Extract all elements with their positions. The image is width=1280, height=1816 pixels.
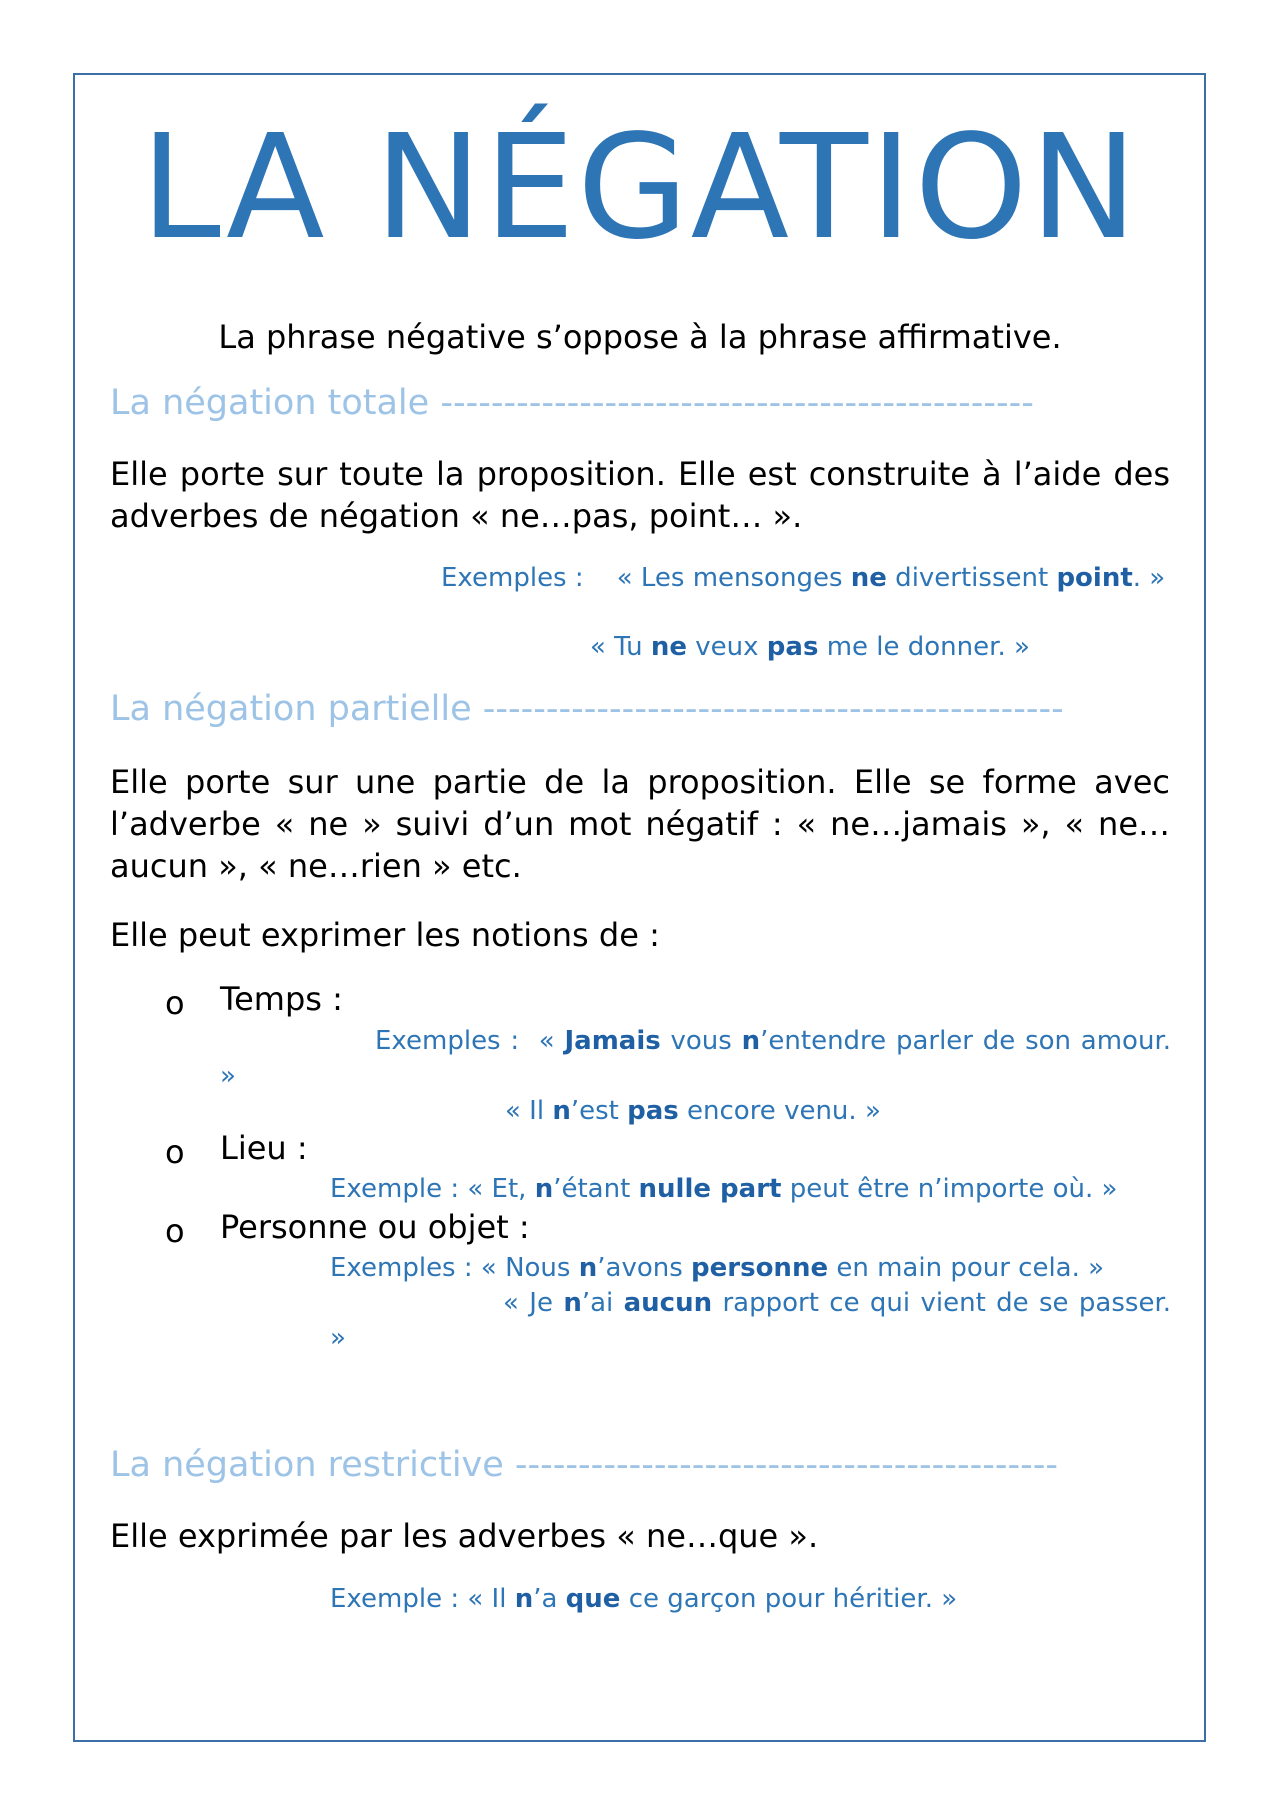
example-personne-2: « Je n’ai aucun rapport ce qui vient de se passer. » bbox=[330, 1288, 1172, 1353]
intro-text: La phrase négative s’oppose à la phrase affirmative. bbox=[218, 318, 1062, 356]
example-restrictive: Exemple : « Il n’a que ce garçon pour héritier. » bbox=[330, 1584, 958, 1614]
label-temps: Temps : bbox=[220, 980, 343, 1018]
paragraph-totale: Elle porte sur toute la proposition. Elle est construite à l’aide des adverbes de négation « ne…pas, point… ». bbox=[110, 455, 1170, 535]
section-heading-totale: La négation totale ----------------------------------------------- bbox=[110, 383, 1034, 423]
example-totale-2: « Tu ne veux pas me le donner. » bbox=[590, 632, 1030, 662]
example-temps-1: Exemples : « Jamais vous n’entendre parler de son amour. » bbox=[220, 1026, 1172, 1091]
bullet-personne: o bbox=[165, 1212, 185, 1250]
label-lieu: Lieu : bbox=[220, 1129, 308, 1167]
example-lieu: Exemple : « Et, n’étant nulle part peut être n’importe où. » bbox=[330, 1174, 1118, 1204]
bullet-lieu: o bbox=[165, 1133, 185, 1171]
section-heading-restrictive: La négation restrictive ------------------------------------------- bbox=[110, 1445, 1058, 1485]
label-personne: Personne ou objet : bbox=[220, 1208, 530, 1246]
example-temps-2: « Il n’est pas encore venu. » bbox=[505, 1096, 881, 1126]
page-title: LA NÉGATION bbox=[140, 103, 1140, 271]
section-heading-partielle: La négation partielle ---------------------------------------------- bbox=[110, 689, 1064, 729]
paragraph-notions: Elle peut exprimer les notions de : bbox=[110, 916, 660, 954]
bullet-temps: o bbox=[165, 984, 185, 1022]
paragraph-partielle: Elle porte sur une partie de la proposition. Elle se forme avec l’adverbe « ne » suivi d’un mot négatif : « ne…jamais », « ne…aucun », « ne…rien » etc. bbox=[110, 763, 1170, 885]
example-personne-1: Exemples : « Nous n’avons personne en main pour cela. » bbox=[330, 1253, 1105, 1283]
example-totale-1: Exemples : « Les mensonges ne divertissent point. » bbox=[441, 563, 1166, 593]
example-label: Exemples : bbox=[441, 563, 584, 593]
paragraph-restrictive: Elle exprimée par les adverbes « ne…que ». bbox=[110, 1517, 819, 1555]
